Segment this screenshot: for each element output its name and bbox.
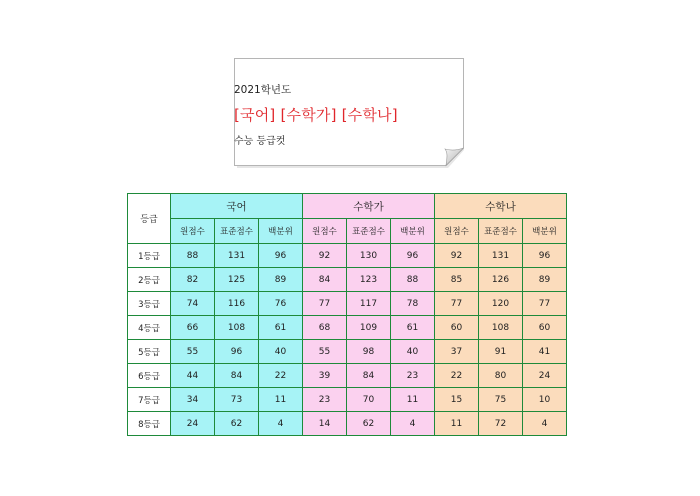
score-cell: 89 xyxy=(523,268,567,292)
score-cell: 78 xyxy=(391,292,435,316)
score-cell: 91 xyxy=(479,340,523,364)
table-row xyxy=(128,364,567,388)
metric-header: 백분위 xyxy=(523,219,567,244)
score-cell: 68 xyxy=(303,316,347,340)
score-cell: 98 xyxy=(347,340,391,364)
score-cell: 96 xyxy=(391,244,435,268)
subject-header-mga: 수학가 xyxy=(303,194,435,219)
score-cell: 96 xyxy=(215,340,259,364)
score-cell: 24 xyxy=(171,412,215,436)
score-cell: 4 xyxy=(259,412,303,436)
score-cell: 10 xyxy=(523,388,567,412)
score-cell: 39 xyxy=(303,364,347,388)
metric-header: 표준점수 xyxy=(479,219,523,244)
grade-label: 5등급 xyxy=(128,340,171,364)
score-cell: 82 xyxy=(171,268,215,292)
score-cell: 61 xyxy=(391,316,435,340)
score-cell: 23 xyxy=(303,388,347,412)
table-row xyxy=(128,388,567,412)
grade-cut-table xyxy=(127,193,567,436)
score-cell: 108 xyxy=(479,316,523,340)
score-cell: 84 xyxy=(215,364,259,388)
table-row xyxy=(128,244,567,268)
score-cell: 62 xyxy=(347,412,391,436)
score-cell: 92 xyxy=(303,244,347,268)
score-cell: 22 xyxy=(259,364,303,388)
table-row xyxy=(128,292,567,316)
score-cell: 62 xyxy=(215,412,259,436)
title-sub: 수능 등급컷 xyxy=(234,136,286,147)
score-cell: 15 xyxy=(435,388,479,412)
grade-label: 7등급 xyxy=(128,388,171,412)
metric-header: 원점수 xyxy=(303,219,347,244)
score-cell: 125 xyxy=(215,268,259,292)
score-cell: 92 xyxy=(435,244,479,268)
score-cell: 131 xyxy=(215,244,259,268)
metric-header: 표준점수 xyxy=(215,219,259,244)
score-cell: 85 xyxy=(435,268,479,292)
table-row xyxy=(128,340,567,364)
title-year: 2021학년도 xyxy=(234,84,292,96)
table-row xyxy=(128,268,567,292)
score-cell: 126 xyxy=(479,268,523,292)
score-cell: 76 xyxy=(259,292,303,316)
table-row xyxy=(128,412,567,436)
score-cell: 61 xyxy=(259,316,303,340)
score-cell: 120 xyxy=(479,292,523,316)
score-cell: 14 xyxy=(303,412,347,436)
title-card xyxy=(234,58,464,166)
metric-header: 원점수 xyxy=(435,219,479,244)
score-cell: 80 xyxy=(479,364,523,388)
subject-header-mna: 수학나 xyxy=(435,194,567,219)
score-cell: 44 xyxy=(171,364,215,388)
title-main: [국어] [수학가] [수학나] xyxy=(234,106,398,124)
score-cell: 109 xyxy=(347,316,391,340)
score-cell: 131 xyxy=(479,244,523,268)
score-cell: 55 xyxy=(171,340,215,364)
score-cell: 72 xyxy=(479,412,523,436)
score-cell: 77 xyxy=(435,292,479,316)
metric-header: 표준점수 xyxy=(347,219,391,244)
subject-header-row xyxy=(128,194,567,219)
score-cell: 116 xyxy=(215,292,259,316)
score-cell: 40 xyxy=(259,340,303,364)
score-cell: 77 xyxy=(523,292,567,316)
score-cell: 73 xyxy=(215,388,259,412)
score-cell: 84 xyxy=(303,268,347,292)
score-cell: 60 xyxy=(523,316,567,340)
grade-table-body xyxy=(128,244,567,436)
score-cell: 60 xyxy=(435,316,479,340)
grade-label: 3등급 xyxy=(128,292,171,316)
score-cell: 11 xyxy=(259,388,303,412)
score-cell: 75 xyxy=(479,388,523,412)
score-cell: 96 xyxy=(523,244,567,268)
grade-label: 2등급 xyxy=(128,268,171,292)
score-cell: 84 xyxy=(347,364,391,388)
score-cell: 4 xyxy=(391,412,435,436)
score-cell: 130 xyxy=(347,244,391,268)
score-cell: 11 xyxy=(435,412,479,436)
score-cell: 123 xyxy=(347,268,391,292)
grade-label: 8등급 xyxy=(128,412,171,436)
score-cell: 41 xyxy=(523,340,567,364)
score-cell: 40 xyxy=(391,340,435,364)
score-cell: 37 xyxy=(435,340,479,364)
metric-header: 백분위 xyxy=(391,219,435,244)
score-cell: 117 xyxy=(347,292,391,316)
score-cell: 88 xyxy=(391,268,435,292)
score-cell: 55 xyxy=(303,340,347,364)
metric-header: 백분위 xyxy=(259,219,303,244)
score-cell: 4 xyxy=(523,412,567,436)
score-cell: 96 xyxy=(259,244,303,268)
score-cell: 24 xyxy=(523,364,567,388)
score-cell: 108 xyxy=(215,316,259,340)
score-cell: 88 xyxy=(171,244,215,268)
score-cell: 66 xyxy=(171,316,215,340)
grade-header: 등급 xyxy=(128,194,171,244)
grade-label: 1등급 xyxy=(128,244,171,268)
score-cell: 23 xyxy=(391,364,435,388)
score-cell: 22 xyxy=(435,364,479,388)
score-cell: 74 xyxy=(171,292,215,316)
subject-header-kor: 국어 xyxy=(171,194,303,219)
score-cell: 77 xyxy=(303,292,347,316)
score-cell: 89 xyxy=(259,268,303,292)
score-cell: 70 xyxy=(347,388,391,412)
metric-header-row xyxy=(128,219,567,244)
grade-label: 6등급 xyxy=(128,364,171,388)
score-cell: 34 xyxy=(171,388,215,412)
score-cell: 11 xyxy=(391,388,435,412)
table-row xyxy=(128,316,567,340)
metric-header: 원점수 xyxy=(171,219,215,244)
grade-label: 4등급 xyxy=(128,316,171,340)
